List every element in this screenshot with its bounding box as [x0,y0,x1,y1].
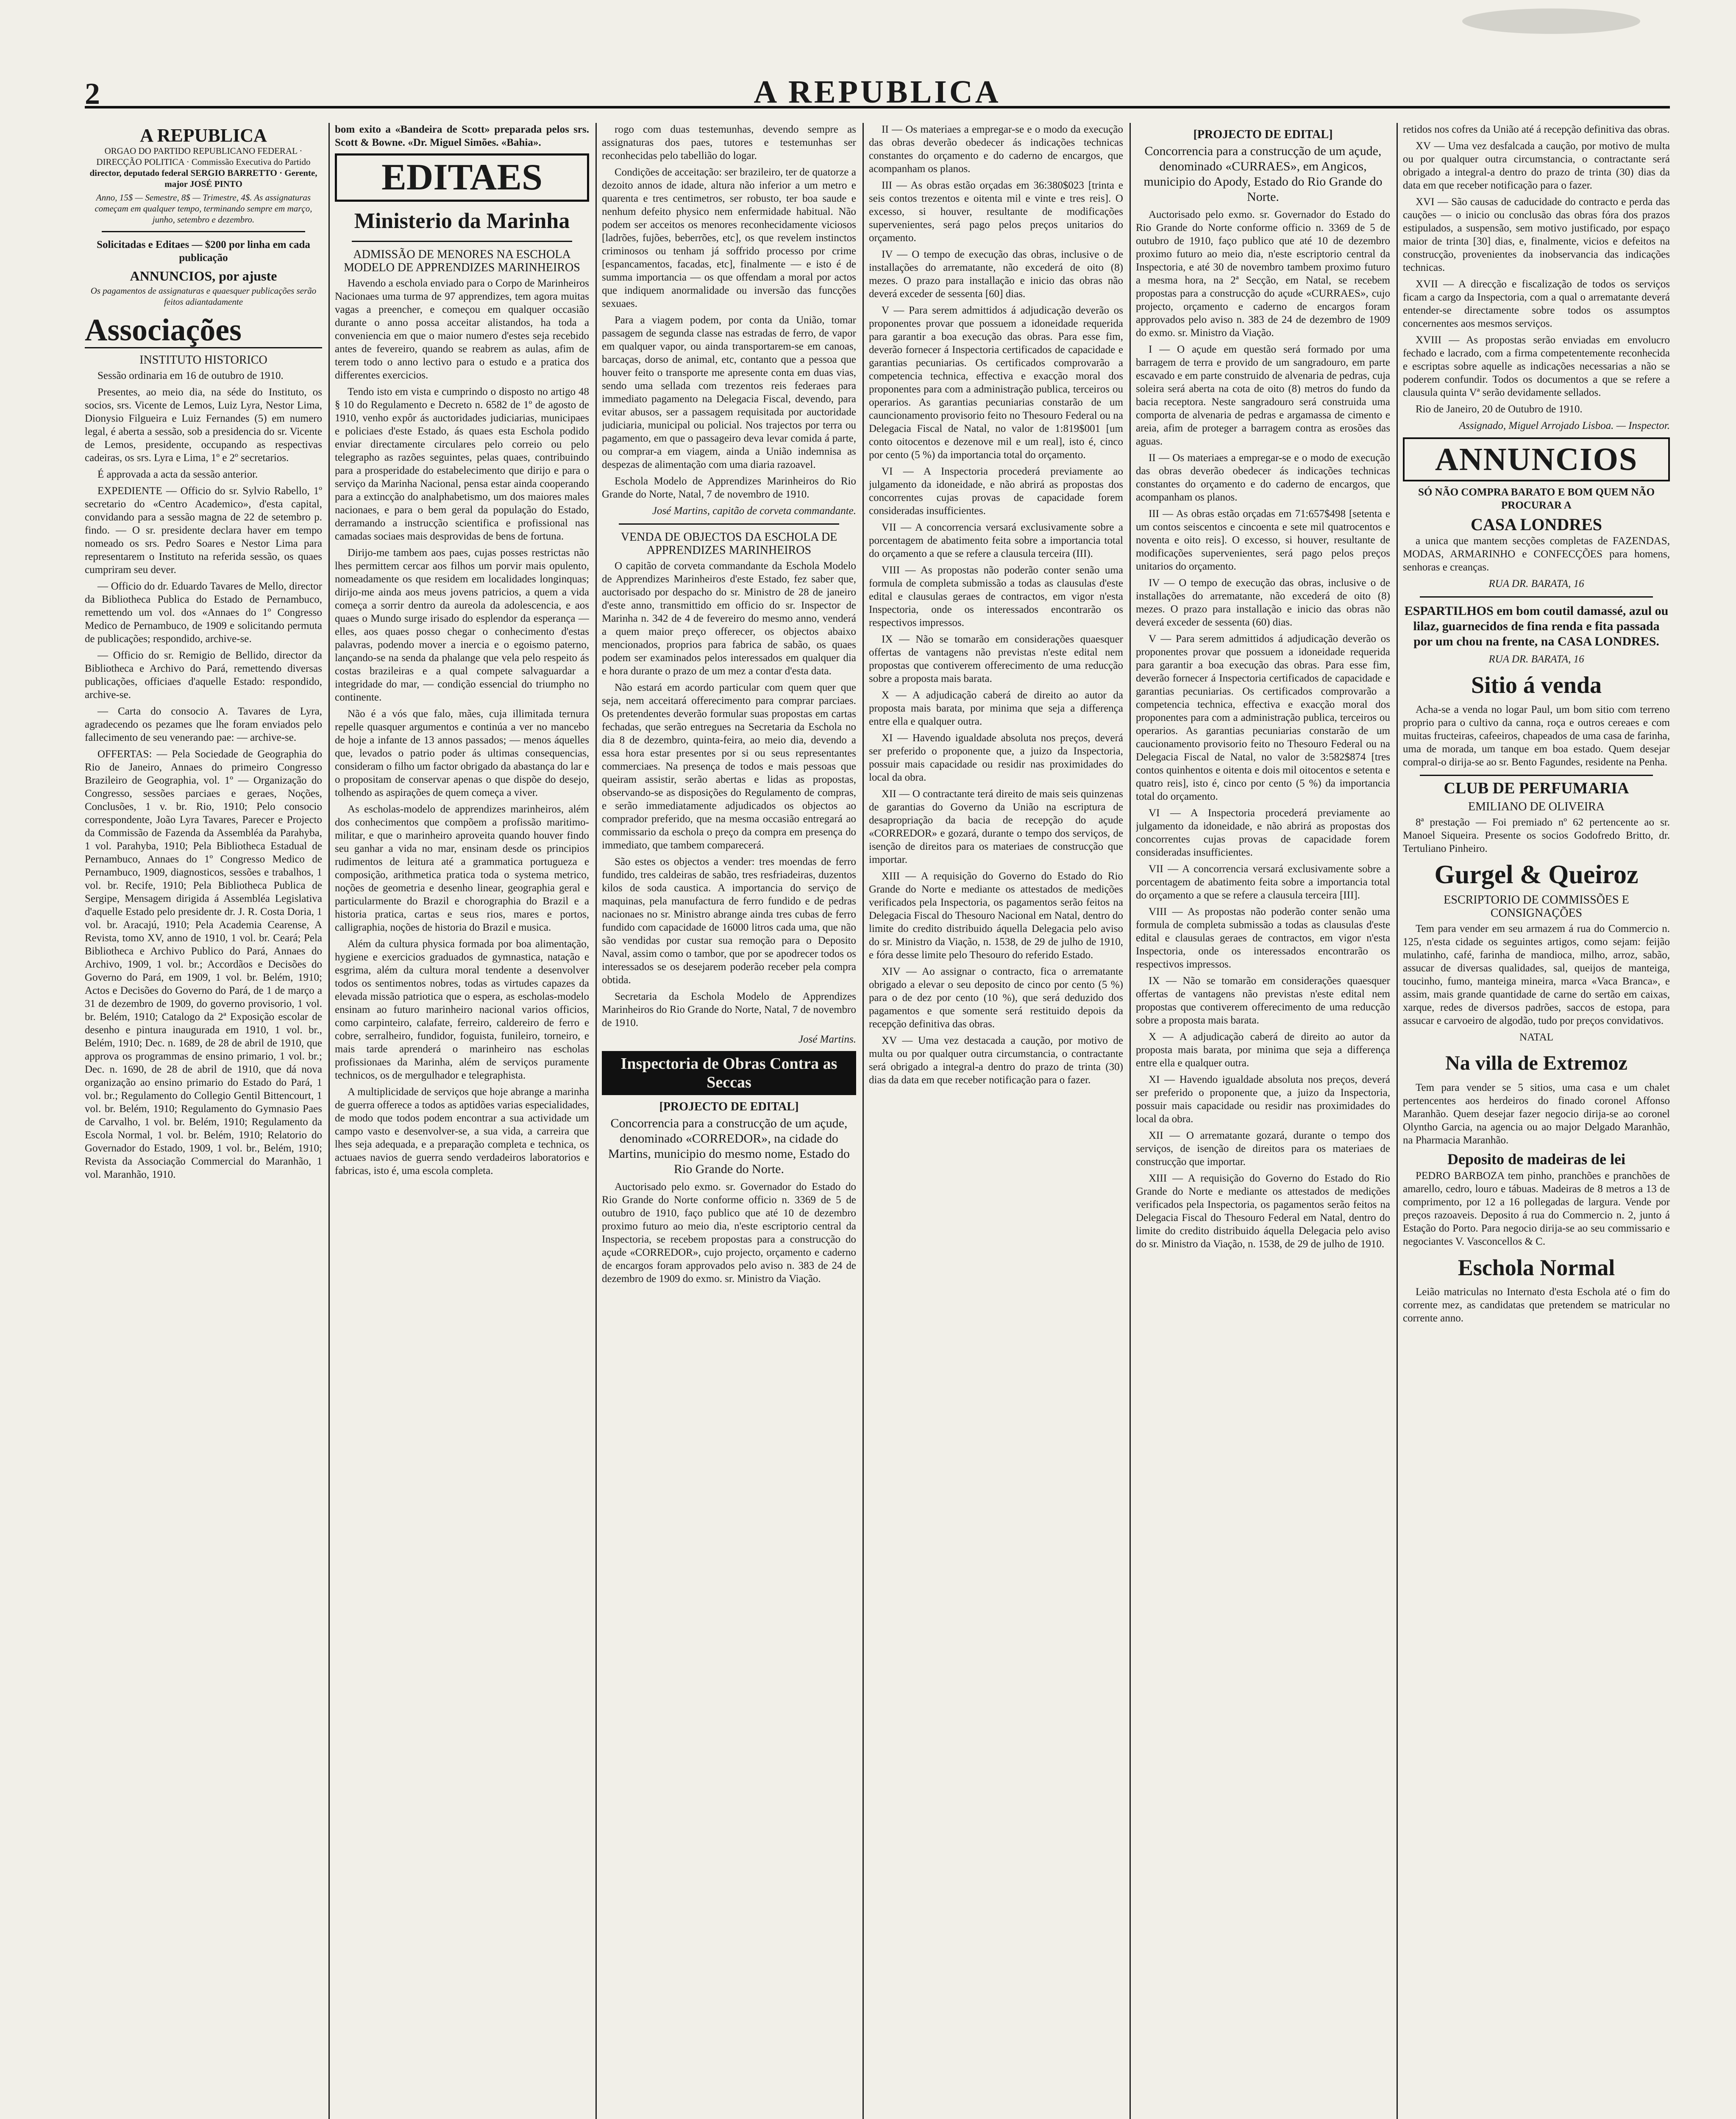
col4-paragraph: VI — A Inspectoria procederá previamente ao julgamento da idoneidade, e não abrirá as propostas dos concorrentes cujas provas de capacidade forem consideradas insufficientes. [869,466,1123,517]
ministry-heading: Ministerio da Marinha [354,209,570,233]
col3-paragraph: Eschola Modelo de Apprendizes Marinheiros do Rio Grande do Norte, Natal, 7 de novembro de 1910. [602,476,856,500]
col4-paragraph: XV — Uma vez destacada a caução, por motivo de multa ou por qualquer outra circumstancia, o contractante será obrigado a integral-a dentro do prazo de trinta (30) dias da data em que receber notificação para o fazer. [869,1035,1123,1086]
column-rule [1130,123,1131,2119]
col4-paragraph: XIII — A requisição do Governo do Estado do Rio Grande do Norte e mediante os attestados de medições verificados pela Inspectoria, os pagamentos serão feitos na Delegacia Fiscal do Thesouro Nacional em Natal, dentro do limite do credito distribuido áquella Delegacia pelo aviso do sr. Ministro da Viação, n. 1538, de 29 de julho de 1910, e fóra desse limite pelo Thesouro do referido Estado. [869,870,1123,961]
divider [1420,596,1653,598]
col1-section-title: Associações [85,313,322,348]
col1-paragraph: — Officio do sr. Remigio de Bellido, director da Bibliotheca e Archivo do Pará, remettendo diversas publicações, officiaes d'aquelle Estado: respondido, archive-se. [85,650,322,701]
col4-paragraph: IV — O tempo de execução das obras, inclusive o de installações do arrematante, não excederá de oito (8) mezes. O prazo para installação e inicio das obras não deverá exceder de sessenta [60] dias. [869,249,1123,300]
col1-paragraphs [85,369,322,1181]
print-smudge [1462,8,1640,34]
col4-paragraph: V — Para serem admittidos á adjudicação deverão os proponentes provar que possuem a idoneidade requerida para garantir a boa execução das obras. Para esse fim, deverão fornecer á Inspectoria certificados de capacidade e garantias pecuniarias. Os certificados comprovarão a competencia technica, effectiva e exacção moral dos proponentes para com a administração publica, terceiros ou operarios. As garantias pecuniarias constarão de um cauncionamento provisorio feito no Thesouro Federal ou na Delegacia Fiscal de Natal, no valor de 1:819$001 [um conto oitocentos e dezenove mil e um real], isto é, cinco por cento (5 %) da importancia total do orçamento. [869,305,1123,461]
col5-paragraph: I — O açude em questão será formado por uma barragem de terra e provido de um sangradouro, em parte escavado e em parte construido de alvenaria de pedras, cuja soleira será aberta na cota de oito (8) metros do fundo da bacia receptora. Neste sangradouro será construida uma comporta de alvenaria de pedras e argamassa de cimento e areia, afim de proteger a barragem contra as erosões das aguas. [1136,344,1390,447]
col2-paragraph: Havendo a eschola enviado para o Corpo de Marinheiros Nacionaes uma turma de 97 apprendizes, tem agora muitas vagas a preencher, e começou em qualquer occasião durante o anno possa acceitar alistandos, ha toda a conveniencia em que o maior numero d'estes seja recebido antes de fevereiro, quando se reabrem as aulas, afim de terem todo o anno lectivo para o estudo e a pratica dos differentes exercicios. [335,278,589,381]
col5-concorrencia: Concorrencia para a construcção de um açude, denominado «CURRAES», em Angicos, municipio do Apody, Estado do Rio Grande do Norte. [1143,144,1383,204]
col5-paragraph: II — Os materiaes a empregar-se e o modo de execução das obras deverão obedecer ás indicações technicas constantes do orçamento e do caderno de encargos, que acompanham os planos. [1136,452,1390,503]
col5-paragraph: XIII — A requisição do Governo do Estado do Rio Grande do Norte e mediante os attestados de medições verificados pela Inspectoria, os pagamentos serão feitos na Delegacia Fiscal do Thesouro Federal em Natal, dentro do limite do credito distribuido áquella Delegacia pelo aviso do sr. Ministro da Viação, n. 1538, de 29 de julho de 1910. [1136,1173,1390,1250]
club-body: 8ª prestação — Foi premiado nº 62 pertencente ao sr. Manoel Siqueira. Presente os socios Godofredo Britto, dr. Tertuliano Pinheiro. [1403,817,1670,854]
col3-tail: Auctorisado pelo exmo. sr. Governador do Estado do Rio Grande do Norte conforme officio n. 3369 de 5 de outubro de 1910, faço publico que até 10 de dezembro proximo futuro ao meio dia, n'este escriptorio central da Inspectoria, se recebem propostas para a construcção do açude «CORREDOR», cujo projecto, orçamento e caderno de encargos foram approvados pelo aviso n. 383 de 24 de dezembro de 1909 do exmo. sr. Ministro da Viação. [602,1181,856,1285]
col1-paragraph: Sessão ordinaria em 16 de outubro de 1910. [97,370,284,381]
col6-clause: XVIII — As propostas serão enviadas em envolucro fechado e lacrado, com a firma competentemente reconhecida e escriptas sobre aquelle as indicações necessarias a não se poderem confundir. Todos os documentos a que se refere a clausula quinta Vª serão devidamente sellados. [1403,334,1670,398]
col2-paragraph: Tendo isto em vista e cumprindo o disposto no artigo 48 § 10 do Regulamento e Decreto n. 6582 de 1º de agosto de 1910, venho expôr ás auctoridades judiciarias, municipaes e policiaes d'este Estado, ás quaes esta Eschola podido enviar directamente circulares pelo correio ou pelo telegrapho as razões seguintes, pelas quaes, contribuindo para a prosperidade do estabelecimento que dirijo e para o serviço da Marinha Nacional, pensa estar ainda cooperando para a extincção do analphabetismo, um dos maiores males nacionaes, e para o bem geral da população do Estado, derramando a instrucção scientifica e profissional nas camadas sociaes mais desprovidas de bens de fortuna. [335,386,589,542]
venda-paragraph: Não estará em acordo particular com quem quer que seja, nem acceitará offerecimento para comprar parciaes. Os pretendentes deverão formular suas propostas em cartas fechadas, que serão entregues na Secretaria da Eschola no dia 8 de dezembro, quinta-feira, ao meio dia, devendo a essa hora estar presentes por si ou seus representantes commerciaes. Na presença de todos e mais pessoas que queiram assistir, serão abertas e lidas as propostas, observando-se as disposições do Regulamento de compras, e serão immediatamente adjudicados os objectos ao comprador preferido, que na mesma occasião entregará ao commissario da eschola o preço da compra em presença do immediato, que tambem comparecerá. [602,682,856,851]
col5-paragraph: V — Para serem admittidos á adjudicação deverão os proponentes provar que possuem a idoneidade requerida para garantir a boa execução das obras. Para esse fim, deverão fornecer á Inspectoria certificados de capacidade e garantias pecuniarias. Os certificados comprovarão a competencia technica, effectiva e exacção moral dos proponentes para com a administração publica, terceiros ou operarios. As garantias pecuniarias constarão de um caucionamento provisorio feito no Thesouro Federal ou na Delegacia Fiscal de Natal, no valor de 3:582$874 [tres contos quinhentos e oitenta e dois mil oitocentos e setenta e quatro reis], isto é, cinco por cento (5 %) da importancia total do orçamento. [1136,633,1390,802]
col5-paragraph: XI — Havendo igualdade absoluta nos preços, deverá ser preferido o proponente que, a juizo da Inspectoria, possuir mais capacidade ou residir nas proximidades do local da obra. [1136,1074,1390,1125]
col3-paragraphs [602,123,856,501]
col5-paragraph: VIII — As propostas não poderão conter senão uma formula de completa submissão a todas as clausulas d'este edital e clausulas geraes de contractos, em vigor n'esta Inspectoria, onde os interessados encontrarão os respectivos impressos. [1136,906,1390,970]
club-name: EMILIANO DE OLIVEIRA [1468,800,1605,813]
column-2 [335,123,589,2119]
col1-paragraph: — Officio do dr. Eduardo Tavares de Mello, director da Bibliotheca Publica do Estado de Pernambuco, remettendo um vol. dos «Annaes do 1º Congresso Medico de Pernambuco, de 1909 e solicitando permuta de publicações; respondido, archive-se. [85,581,322,645]
col2-paragraphs [335,277,589,1177]
divider [1420,775,1653,776]
column-rule [328,123,330,2119]
col6-clause: Rio de Janeiro, 20 de Outubro de 1910. [1416,403,1583,415]
col3-projecto: [PROJECTO DE EDITAL] [659,1100,799,1113]
col5-paragraph: VI — A Inspectoria procederá previamente ao julgamento da idoneidade, e não abrirá as propostas dos concorrentes cujas provas de capacidade forem consideradas insufficientes. [1136,807,1390,858]
ad-casa-londres-intro: SÓ NÃO COMPRA BARATO E BOM QUEM NÃO PROCURAR A [1418,487,1655,511]
col4-paragraph: VII — A concorrencia versará exclusivamente sobre a porcentagem de abatimento feita sobre a importancia total do orçamento a que se refere a clausula terceira (III). [869,522,1123,559]
ad-casa-londres-addr: RUA DR. BARATA, 16 [1488,578,1584,590]
col5-projecto: [PROJECTO DE EDITAL] [1193,128,1333,141]
col3-signature-1: José Martins, capitão de corveta commandante. [652,505,856,517]
col1-subsection: INSTITUTO HISTORICO [139,353,267,367]
masthead [85,74,1670,111]
column-3 [602,123,856,2119]
escola-body: Leião matriculas no Internato d'esta Eschola até o fim do corrente mez, as candidatas que pretendem se matricular no corrente anno. [1403,1286,1670,1324]
paper-title: A REPUBLICA [754,74,1001,110]
col4-paragraph: VIII — As propostas não poderão conter senão uma formula de completa submissão a todas as clausulas d'este edital e clausulas geraes de contractos, em vigor n'esta Inspectoria, onde os interessados encontrarão os respectivos impressos. [869,565,1123,628]
col1-paragraph: EXPEDIENTE — Officio do sr. Sylvio Rabello, 1º secretario do «Centro Academico», d'esta capital, convidando para a sessão magna de 22 de setembro p. findo. — O sr. presidente declara haver em tempo nomeado os srs. Pedro Soares e Nestor Lima para representarem o Instituto na referida sessão, os quaes cumpriram seu dever. [85,485,322,576]
venda-paragraph: Secretaria da Eschola Modelo de Apprendizes Marinheiros do Rio Grande do Norte, Natal, 7 de novembro de 1910. [602,991,856,1029]
page-number: 2 [85,77,100,111]
col2-paragraph: A multiplicidade de serviços que hoje abrange a marinha de guerra offerece a todos as aptidões varias especialidades, de modo que todos podem encontrar a sua actividade um campo vasto e desenvolver-se, a sua vida, a carreira que lhes seja adequada, e a preparação completa e technica, os actuaes navios de guerra sendo verdadeiros laboratorios e fabricas, isto é, uma escola completa. [335,1086,589,1176]
col4-paragraph: XIV — Ao assignar o contracto, fica o arrematante obrigado a elevar o seu deposito de cinco por cento (5 %) para o de dez por cento (10 %), que será deduzido dos pagamentos e que somente será restituido depois da recepção definitiva das obras. [869,966,1123,1030]
divider [102,231,305,232]
deposito-body: PEDRO BARBOZA tem pinho, pranchões e pranchões de amarello, cedro, louro e tábuas. Madeiras de 8 metros a 13 de comprimento, por 12 a 16 pollegadas de largura. Vende por preços razoaveis. Deposito á rua do Commercio n. 2, junto á Estação do Porto. Para negocio dirija-se ao seu commissario e negociantes V. Vasconcellos & C. [1403,1170,1670,1247]
col3-paragraph: Para a viagem podem, por conta da União, tomar passagem de segunda classe nas estradas de ferro, de vapor em qualquer vapor, ou ainda transportarem-se em canoas, barcaças, dorso de animal, etc, contanto que a pessoa que houver feito o transporte me apresente conta em duas vias, sendo uma sellada com trezentos reis federaes para immediato pagamento na Delegacia Fiscal, devendo, para evitar abusos, ser a passagem requisitada por auctoridade judiciaria, municipal ou policial. Nos trajectos por terra ou pagamento, em que o passageiro deva levar comida á parte, ou comprar-a em viagem, ainda a União indemnisa as despezas de alimentação com uma diaria razoavel. [602,314,856,470]
col2-top-lines: bom exito a «Bandeira de Scott» preparada pelos srs. Scott & Bowne. «Dr. Miguel Simões. «Bahia». [335,124,589,148]
ad-espartilhos: ESPARTILHOS em bom coutil damassé, azul ou lilaz, guarnecidos de fina renda e fita passada por um chou na frente, na CASA LONDRES. [1404,604,1669,648]
column-1 [85,123,322,2119]
gurgel-sub: ESCRIPTORIO DE COMMISSÕES E CONSIGNAÇÕES [1444,893,1629,920]
col1-subscriptions: Anno, 15$ — Semestre, 8$ — Trimestre, 4$. As assignaturas começam em qualquer tempo, terminando sempre em março, junho, setembro e dezembro. [95,192,312,225]
venda-heading: VENDA DE OBJECTOS DA ESCHOLA DE APPRENDIZES MARINHEIROS [620,531,837,557]
editaes-heading: EDITAES [335,153,589,202]
col4-paragraph: X — A adjudicação caberá de direito ao autor da proposta mais barata, por minima que seja a differença entre ella e qualquer outra. [869,690,1123,727]
col4-paragraphs [869,123,1123,1087]
col4-paragraph: IX — Não se tomarão em considerações quaesquer offertas de vantagens não previstas n'este edital nem propostas que contiverem offerecimento de uma reducção sobre a proposta mais barata. [869,634,1123,684]
column-6 [1403,123,1670,2119]
venda-paragraphs [602,559,856,1029]
col1-annuncios-note: Os pagamentos de assignaturas e quaesquer publicações serão feitos adiantadamente [90,286,317,307]
col1-paragraph: — Carta do consocio A. Tavares de Lyra, agradecendo os pezames que lhe foram enviados pelo fallecimento de seu venerando pae: — archive-se. [85,706,322,743]
col5-paragraph: Auctorisado pelo exmo. sr. Governador do Estado do Rio Grande do Norte conforme officio n. 3369 de 5 de outubro de 1910, faço publico que até 10 de dezembro proximo futuro ao meio dia, n'este escriptorio central da Inspectoria, e até 30 de novembro tambem proximo futuro a mesma hora, na 2ª Secção, em Natal, se recebem propostas para a construcção do açude «CURRAES», cujo projecto, orçamento e caderno de encargos foram approvados pelo aviso n. 383 de 24 de dezembro de 1909 do exmo. sr. Ministro da Viação. [1136,209,1390,339]
col5-paragraph: VII — A concorrencia versará exclusivamente sobre a porcentagem de abatimento feita sobre a importancia total do orçamento a que se refere a clausula terceira [III]. [1136,863,1390,901]
col5-paragraphs [1136,208,1390,1251]
divider [352,241,572,242]
col5-paragraph: IV — O tempo de execução das obras, inclusive o de installações do arrematante, não excederá de oito (8) mezes. O prazo para installação e inicio das obras não deverá exceder de sessenta (60) dias. [1136,577,1390,628]
col3-concorrencia: Concorrencia para a construcção de um açude, denominado «CORREDOR», na cidade do Martins, municipio do mesmo nome, Estado do Rio Grande do Norte. [608,1116,850,1176]
col5-paragraph: III — As obras estão orçadas em 71:657$498 [setenta e um contos seiscentos e cincoenta e sete mil quatrocentos e noventa e oito reis]. O excesso, si houver, resultante de modificações supervenientes, será pago pelos preços unitarios do orçamento. [1136,508,1390,572]
col4-paragraph: XI — Havendo igualdade absoluta nos preços, deverá ser preferido o proponente que, a juizo da Inspectoria, possuir mais capacidade ou residir nas proximidades do local da obra. [869,732,1123,783]
column-rule [595,123,597,2119]
sitio-heading: Sitio á venda [1471,672,1602,698]
natal-label: NATAL [1519,1032,1553,1043]
col1-paper-name: A REPUBLICA [140,125,267,146]
col1-annuncios: ANNUNCIOS, por ajuste [130,268,277,284]
gurgel-body: Tem para vender em seu armazem á rua do Commercio n. 125, n'esta cidade os seguintes artigos, como sejam: feijão mulatinho, café, farinha de mandioca, milho, arroz, sabão, assucar de diversas qualidades, sal, queijos de manteiga, toucinho, fumo, manteiga mineira, marca «Vaca Branca», e assim, mais grande quantidade de carne do sertão em caixas, xarque, redes de diversos padrões, saccos de estopa, para assucar e carvoeiro de algodão, tudo por preços convidativos. [1403,923,1670,1026]
villa-heading: Na villa de Extremoz [1445,1052,1628,1074]
col5-paragraph: X — A adjudicação caberá de direito ao autor da proposta mais barata, por minima que seja a differença entre ella e qualquer outra. [1136,1031,1390,1069]
column-rule [862,123,864,2119]
ad-espartilhos-addr: RUA DR. BARATA, 16 [1488,653,1584,665]
annuncios-heading: ANNUNCIOS [1403,437,1670,481]
sitio-body: Acha-se a venda no logar Paul, um bom sitio com terreno proprio para o cultivo da canna, roça e outros cereaes e com muitas fructeiras, cafeeiros, chapeados de uma casa de farinha, uma de morada, um tanque em boa estado. Quem desejar compral-o dirija-se ao sr. Bento Fagundes, residente na Penha. [1403,704,1670,768]
gurgel-heading: Gurgel & Queiroz [1434,860,1639,889]
col1-director: director, deputado federal SERGIO BARRETTO · Gerente, major JOSÉ PINTO [89,168,317,189]
col4-paragraph: II — Os materiaes a empregar-se e o modo da execução das obras deverão obedecer ás indicações technicas constantes do orçamento e do caderno de encargos, que acompanham os planos. [869,124,1123,175]
col4-paragraph: III — As obras estão orçadas em 36:380$023 [trinta e seis contos trezentos e oitenta mil e vinte e tres reis]. O excesso, si houver, resultante de modificações supervenientes, será pago pelos preços unitarios do orçamento. [869,180,1123,244]
column-4 [869,123,1123,2119]
escola-heading: Eschola Normal [1458,1255,1615,1280]
col6-clause: XVII — A direcção e fiscalização de todos os serviços ficam a cargo da Inspectoria, com a qual o arrematante deverá entender-se directamente sobre todos os assumptos concernentes aos mesmos serviços. [1403,278,1670,329]
ad-casa-londres-name: CASA LONDRES [1470,515,1602,534]
col6-top: retidos nos cofres da União até á recepção definitiva das obras. [1403,124,1670,135]
col3-paragraph: Condições de acceitação: ser brazileiro, ter de quatorze a dezoito annos de idade, altura não inferior a um metro e quarenta e tres centimetros, ser robusto, ter boa saude e nenhum defeito physico nem enfermidade habitual. Não podem ser acceitos os menores reconhecidamente viciosos [ladrões, fujões, beberrões, etc], os que revelem instinctos criminosos ou tenham já soffrido processo por crime [espancamentos, facadas, etc], finalmente — e isto é de summa importancia — os que offendam a moral por actos que indiquem anormalidade ou inversão das funcções sexuaes. [602,167,856,309]
col1-paragraph: Presentes, ao meio dia, na séde do Instituto, os socios, srs. Vicente de Lemos, Luiz Lyra, Nestor Lima, Dionysio Filgueira e Luiz Fernandes (5) em numero legal, é aberta a sessão, sob a presidencia do sr. Vicente de Lemos, presidente, occupando as respectivas cadeiras, os srs. Lyra e Lima, 1º e 2º secretarios. [85,387,322,464]
deposito-heading: Deposito de madeiras de lei [1447,1151,1625,1168]
col5-paragraph: XII — O arrematante gozará, durante o tempo dos serviços, de isenção de direitos para os materiaes de construcção que importar. [1136,1130,1390,1168]
col3-signature-2: José Martins. [798,1034,856,1045]
venda-paragraph: O capitão de corveta commandante da Eschola Modelo de Apprendizes Marinheiros d'este Estado, fez saber que, auctorisado por despacho do sr. Ministro de 28 de janeiro d'este anno, transmittido em officio do sr. Inspector de Marinha n. 342 de 4 de fevereiro do mesmo anno, venderá a quem maior preço offerecer, os objectos abaixo mencionados, proprios para fabrica de sabão, os quaes podem ser examinados pelos interessados em qualquer dia e hora durante o prazo de um mez a contar d'esta data. [602,560,856,677]
divider [619,523,839,525]
inspectoria-heading: Inspectoria de Obras Contra as Seccas [602,1051,856,1095]
col4-paragraph: XII — O contractante terá direito de mais seis quinzenas de garantias do Governo da União na escriptura de desapropriação da bacia de recepção do açude «CORREDOR» e gozará, durante o tempo dos serviços, de isenção de direitos para os materiaes de construcção que importar. [869,788,1123,865]
column-rule [1397,123,1398,2119]
col6-clause: XV — Uma vez desfalcada a caução, por motivo de multa ou por qualquer outra circumstancia, o contractante será obrigado a integral-a dentro do prazo de trinta (30) dias da data em que receber notificação para o fazer. [1403,140,1670,191]
villa-body: Tem para vender se 5 sitios, uma casa e um chalet pertencentes aos herdeiros do finado coronel Affonso Maranhão. Quem desejar fazer negocio dirija-se ao coronel Olyntho Garcia, na agencia ou ao major Delgado Maranhão, na Pharmacia Maranhão. [1403,1082,1670,1146]
ad-casa-londres-body: a unica que mantem secções completas de FAZENDAS, MODAS, ARMARINHO e CONFECÇÕES para homens, senhoras e creanças. [1403,535,1670,573]
col6-clause: XVI — São causas de caducidade do contracto e perda das cauções — o inicio ou conclusão das obras fóra dos prazos estipulados, a suspensão, sem motivo justificado, por espaço maior de trinta [30] dias, e, finalmente, vicios e defeitos na construcção, provenientes da inobservancia das indicações technicas. [1403,196,1670,273]
column-5 [1136,123,1390,2119]
admissao-heading: ADMISSÃO DE MENORES NA ESCHOLA MODELO DE APPRENDIZES MARINHEIROS [344,248,580,274]
columns-area [85,123,1670,2119]
col5-paragraph: IX — Não se tomarão em considerações quaesquer offertas de vantagens não previstas n'este edital nem propostas que contiverem offerecimento de uma reducção sobre a proposta mais barata. [1136,975,1390,1026]
club-heading: CLUB DE PERFUMARIA [1444,779,1629,797]
col6-signed: Assignado, Miguel Arrojado Lisboa. — Inspector. [1459,420,1670,431]
col1-solicitadas: Solicitadas e Editaes — $200 por linha em cada publicação [97,239,310,264]
col1-paragraph: OFFERTAS: — Pela Sociedade de Geographia do Rio de Janeiro, Annaes do primeiro Congresso Brazileiro de Geographia, vol. 1º — Organização do Congresso, sessões parciaes e geraes, Noções, Conclusões, 1 v. br. Rio, 1910; Pelo consocio correspondente, João Lyra Tavares, Parecer e Projecto da Commissão de Fazenda da Assembléa da Parahyba, 1 vol. Parahyba, 1910; Pela Bibliotheca Estadual de Pernambuco, Annaes do 1º Congresso Medico de Pernambuco, 1909, diagnosticos, sessões e trabalhos, 1 vol. br. Recife, 1910; Pela Bibliotheca Publica de Sergipe, Mensagem dirigida á Assembléa Legislativa d'aquelle Estado pelo presidente dr. J. R. Costa Doria, 1 vol. br. Aracajú, 1910; Pela Academia Cearense, A Revista, tomo XV, anno de 1910, 1 vol. br. Ceará; Pela Bibliotheca e Archivo Publico do Pará, Annaes do Archivo, 1909, 1 vol. br.; Accordãos e Decisões do Governo do Pará, em 1909, 1 vol. br. Belém, 1910; Actos e Decisões do Governo do Pará, de 1 de março a 31 de dezembro de 1909, do governo provisorio, 1 vol. br. Belém, 1910; Catalogo da 2ª Exposição escolar de desenho e pintura inaugurada em 1910, 1 vol. br., Belém, 1910; Dec. n. 1689, de 28 de abril de 1910, que approva os programmas de ensino primario, 1 vol. br.; Dec. n. 1690, de 28 de abril de 1910, que dá nova organização ao ensino primario do Estado do Pará, 1 vol. br.; Regulamento do Collegio Gentil Bittencourt, 1 vol. br. Belém, 1910; Regulamento do Gymnasio Paes de Carvalho, 1 vol. br. Belém, 1910; Regulamento da Escola Normal, 1 vol. br. Belém, 1910; Relatorio do Governador do Estado, 1909, 1 vol. br., Belém, 1910; Revista da Associação Commercial do Maranhão, 1 vol. Maranhão, 1910. [85,748,322,1180]
col1-paragraph: É approvada a acta da sessão anterior. [97,469,258,480]
col6-clauses [1403,139,1670,416]
col3-paragraph: rogo com duas testemunhas, devendo sempre as assignaturas dos paes, tutores e testemunhas ser reconhecidas pelo tabellião do logar. [602,124,856,161]
col2-paragraph: Dirijo-me tambem aos paes, cujas posses restrictas não lhes permittem cercar aos filhos um porvir mais opulento, nomeadamente os que residem em localidades longinquas; dirijo-me ainda aos meus jovens patricios, a quem a vida começa a sorrir dentro da aureola da adolescencia, e aos quaes o Mundo surge irisado do esplendor da esperança — elles, aos quaes posso chegar o conhecimento d'estas palavras, podendo mover a inercia e o egoismo paterno, lançando-se na senda da phalange que vela pelo respeito ás costas brazileiras e a qual compete salvaguardar a integridade do mar, — condição essencial do triumpho no continente. [335,547,589,703]
venda-paragraph: São estes os objectos a vender: tres moendas de ferro fundido, tres caldeiras de sabão, tres resfriadeiras, duzentos kilos de soda caustica. A importancia do serviço de maquinas, pela manufactura de ferro fundido e de pedras nacionaes no sr. Ministro abrange ainda tres cubas de ferro fundido com capacidade de 16000 litros cada uma, que não são vendidas por custar sua remoção para o Deposito Naval, assim como o tambor, que por se apodrecer todos os interessados se os desejarem poderão receber pela compra obtida. [602,856,856,986]
col1-paper-sub: ORGAO DO PARTIDO REPUBLICANO FEDERAL · DIRECÇÃO POLITICA · Commissão Executiva do Partido [96,146,311,167]
col2-paragraph: As escholas-modelo de apprendizes marinheiros, além dos conhecimentos que compõem a profissão maritimo-militar, e que o marinheiro aproveita quando houver findo seu ganhar a vida no mar, ensinam desde os principios rudimentos de leitura até a grammatica portugueza e composição, arithmetica pratica toda o systema metrico, noções de geometria e desenho linear, geographia geral e particularmente do Brazil e chorographia do Brazil e a historia pratica, cartas e seus rios, mares e portos, calligraphia, noções de historia do Brazil e musica. [335,804,589,933]
col2-paragraph: Além da cultura physica formada por boa alimentação, hygiene e exercicios graduados de gymnastica, natação e esgrima, além da cultura moral tendente a desenvolver todos os sentimentos nobres, todas as virtudes capazes da elevada missão patriotica que o espera, as escholas-modelo ensinam ao futuro marinheiro nacional varios officios, como carpinteiro, calafate, ferreiro, caldereiro de ferro e cobre, serralheiro, fundidor, foguista, funileiro, torneiro, e mais tarde aprenderá o marinheiro nas escholas profissionaes da Marinha, além de serviços puramente technicos, os de mergulhador e telegraphista. [335,938,589,1081]
col2-paragraph: Não é a vós que falo, mães, cuja illimitada ternura repelle quasquer argumentos e continúa a ver no mancebo de hoje a infante de 13 annos passados; — menos áquelles que, levados o patrio poder ás ultimas consequencias, consideram o filho um factor obrigado da abastança do lar e o propositam de conservar apenas o que dispõe do desejo, tolhendo as aspirações de quem começa a viver. [335,708,589,798]
